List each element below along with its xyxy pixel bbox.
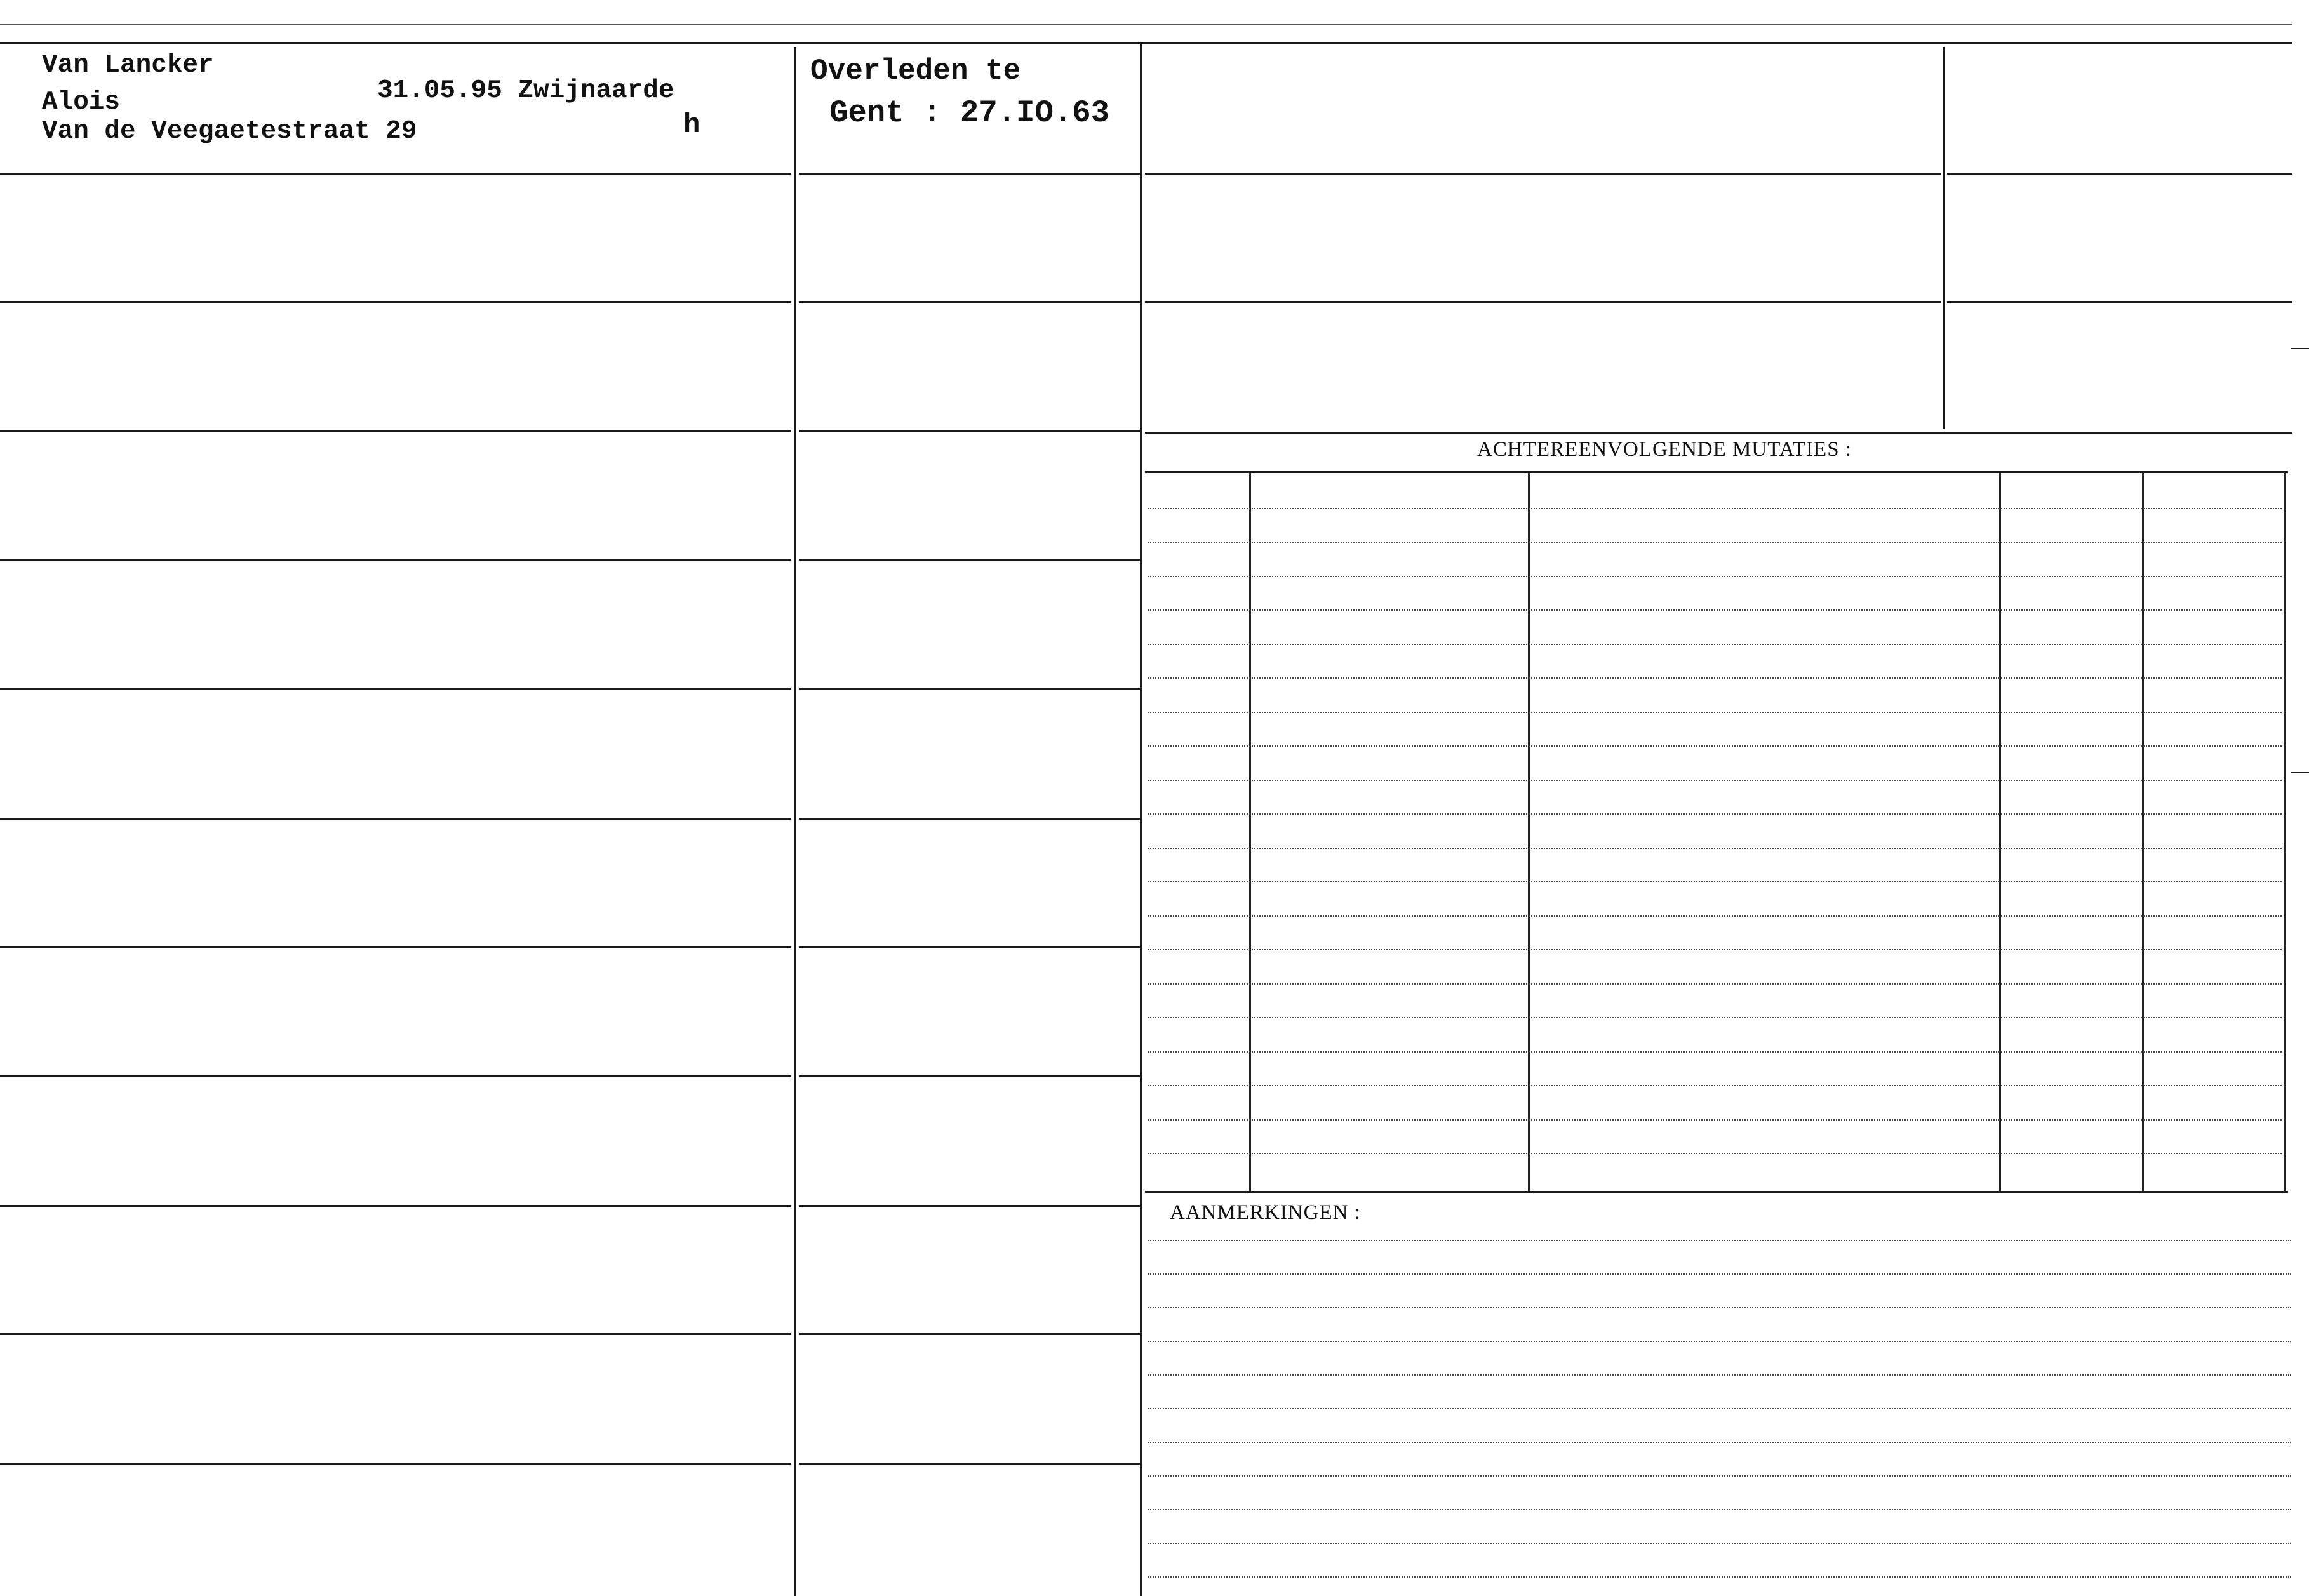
- mutations-col-divider: [1999, 472, 2001, 1192]
- right-block-row-line: [1947, 301, 2292, 303]
- grid-row-line: [0, 1333, 791, 1335]
- given-name-text: Alois: [42, 88, 121, 117]
- mutations-rule-line: [1148, 1119, 2282, 1121]
- grid-row-line: [0, 173, 791, 175]
- death-note-line2: Gent : 27.IO.63: [829, 95, 1110, 131]
- grid-row-line: [799, 559, 1140, 561]
- remarks-rule-line: [1148, 1341, 2291, 1342]
- remarks-rule-line: [1148, 1543, 2291, 1544]
- mutations-col-divider: [2142, 472, 2144, 1192]
- mutations-rule-line: [1148, 780, 2282, 781]
- mutations-rule-line: [1148, 813, 2282, 815]
- grid-row-line: [799, 818, 1140, 820]
- grid-row-line: [0, 559, 791, 561]
- edge-tick: [2291, 772, 2309, 773]
- grid-row-line: [0, 946, 791, 948]
- right-block-row-line: [1145, 173, 1941, 175]
- mutations-rule-line: [1148, 712, 2282, 713]
- mutations-rule-line: [1148, 745, 2282, 747]
- mutations-rule-line: [1148, 949, 2282, 950]
- grid-row-line: [799, 430, 1140, 432]
- grid-row-line: [0, 818, 791, 820]
- grid-row-line: [799, 1205, 1140, 1207]
- mutations-col-divider: [1528, 472, 1530, 1192]
- grid-row-line: [799, 301, 1140, 303]
- mutations-rule-line: [1148, 1153, 2282, 1154]
- mutations-rule-line: [1148, 1051, 2282, 1053]
- mutations-rule-line: [1148, 576, 2282, 577]
- mutations-rule-line: [1148, 677, 2282, 679]
- mutations-rule-line: [1148, 848, 2282, 849]
- grid-row-line: [799, 688, 1140, 690]
- mutations-rule-line: [1148, 644, 2282, 645]
- grid-row-line: [799, 1333, 1140, 1335]
- mutations-rule-line: [1148, 542, 2282, 543]
- grid-row-line: [799, 173, 1140, 175]
- card-top-edge: [0, 24, 2292, 25]
- remarks-rule-line: [1148, 1509, 2291, 1510]
- mutations-rule-line: [1148, 609, 2282, 611]
- grid-row-line: [0, 430, 791, 432]
- mutations-rule-line: [1148, 508, 2282, 509]
- mutations-table-top: [1145, 471, 2288, 473]
- mutations-rule-line: [1148, 983, 2282, 985]
- mutations-rule-line: [1148, 1017, 2282, 1018]
- remarks-rule-line: [1148, 1307, 2291, 1308]
- address-text: Van de Veegaetestraat 29: [42, 117, 417, 146]
- mutations-col-divider: [1249, 472, 1251, 1192]
- marker-text: h: [683, 109, 700, 141]
- death-note-line1: Overleden te: [810, 55, 1021, 88]
- grid-row-line: [799, 1075, 1140, 1077]
- remarks-rule-line: [1148, 1273, 2291, 1275]
- right-block-row-line: [1145, 301, 1941, 303]
- mutations-table-bottom: [1145, 1191, 2288, 1193]
- remarks-heading: AANMERKINGEN :: [1170, 1201, 1361, 1224]
- divider-left-column: [794, 47, 796, 1596]
- remarks-rule-line: [1148, 1576, 2291, 1578]
- mutations-rule-line: [1148, 915, 2282, 917]
- grid-row-line: [0, 688, 791, 690]
- remarks-rule-line: [1148, 1442, 2291, 1443]
- edge-tick: [2291, 348, 2309, 349]
- remarks-rule-line: [1148, 1240, 2291, 1241]
- remarks-rule-line: [1148, 1374, 2291, 1376]
- card-top-border: [0, 42, 2292, 44]
- mutations-heading: ACHTEREENVOLGENDE MUTATIES :: [1477, 438, 1852, 461]
- grid-row-line: [0, 301, 791, 303]
- mutations-col-divider: [2284, 472, 2286, 1192]
- grid-row-line: [0, 1205, 791, 1207]
- surname-text: Van Lancker: [42, 51, 214, 80]
- grid-row-line: [0, 1463, 791, 1465]
- birth-date-place-text: 31.05.95 Zwijnaarde: [377, 76, 674, 105]
- mutations-rule-line: [1148, 1085, 2282, 1086]
- right-block-row-line: [1947, 173, 2292, 175]
- mutations-rule-line: [1148, 881, 2282, 882]
- grid-row-line: [799, 946, 1140, 948]
- remarks-rule-line: [1148, 1408, 2291, 1409]
- grid-row-line: [799, 1463, 1140, 1465]
- right-block-row-line: [1145, 432, 2292, 434]
- remarks-rule-line: [1148, 1475, 2291, 1477]
- grid-row-line: [0, 1075, 791, 1077]
- divider-right-upper: [1943, 47, 1945, 429]
- divider-middle-column: [1140, 44, 1142, 1596]
